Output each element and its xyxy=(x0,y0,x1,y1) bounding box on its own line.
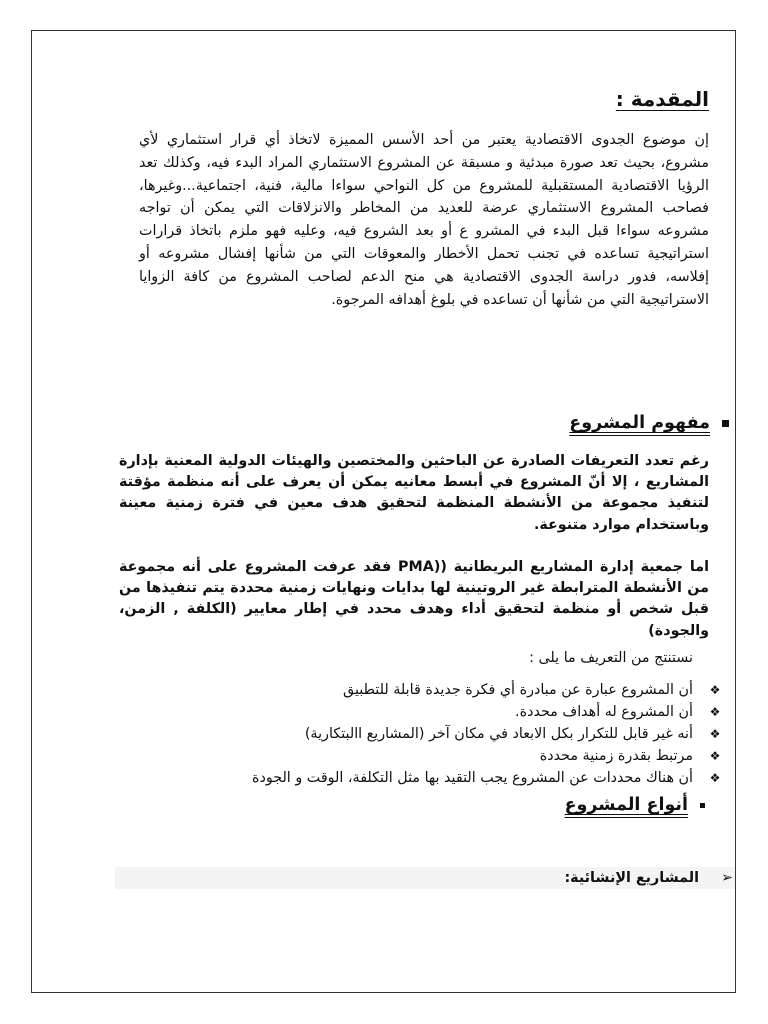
concept-heading xyxy=(569,413,729,433)
arrowhead-bullet-icon: ➢ xyxy=(721,870,733,886)
square-bullet-icon xyxy=(722,420,729,427)
diamond-bullet-icon: ❖ xyxy=(709,683,721,697)
list-item-text: أن هناك محددات عن المشروع يجب التقيد بها مثل التكلفة، الوقت و الجودة xyxy=(251,770,693,786)
list-item-text: أن المشروع له أهداف محددة. xyxy=(515,704,693,720)
intro-paragraph: إن موضوع الجدوى الاقتصادية يعتبر من أحد الأسس المميزة لاتخاذ أي قرار استثماري لأي مشروع، بحيث تعد صورة مبدئية و مسبقة عن المشروع الاستثماري المراد البدء فيه، وكذلك تعد الرؤيا الاقتصادية المستقبلية للمشروع من كل النواحي سواءا مالية، فنية، اجتماعية...وغيرها، فصاحب المشروع الاستثماري عرضة للعديد من المخاطر والانزلاقات التي يمكن أن تواجه مشروعه سواءا قبل البدء في المشرو ع أو بعد الشروع فيه، وعليه فهو ملزم باتخاذ قرارات استراتيجية تساعده في تجنب تحمل الأخطار والمعوقات التي من شأنها إفشال مشروعه أو إفلاسه، فدور دراسة الجدوى الاقتصادية هي منح الدعم لصاحب المشروع من كافة الزوايا الاستراتيجية التي من شأنها أن تساعده في بلوغ أهدافه المرجوة. xyxy=(139,132,709,308)
diamond-bullet-icon: ❖ xyxy=(709,771,721,785)
concept-heading-text: مفهوم المشروع xyxy=(569,413,710,433)
diamond-bullet-icon: ❖ xyxy=(709,705,721,719)
list-item xyxy=(252,767,723,789)
list-item-text: أن المشروع عبارة عن مبادرة أي فكرة جديدة قابلة للتطبيق xyxy=(343,682,693,698)
diamond-bullet-icon: ❖ xyxy=(709,727,721,741)
conclusion-points xyxy=(252,679,723,789)
concept-definition-2: اما جمعية إدارة المشاريع البريطانية ((PMA فقد عرفت المشروع على أنه مجموعة من الأنشطة المترابطة غير الروتينية لها بدايات ونهايات زمنية محددة يتم تنفيذها من قبل شخص أو منظمة لتحقيق أداء وهدف محدد في إطار معايير (الكلفة , الزمن، والجودة) xyxy=(119,559,709,639)
list-item-text: أنه غير قابل للتكرار بكل الابعاد في مكان آخر (المشاريع االبتكارية) xyxy=(304,726,693,742)
conclusion-intro: نستنتج من التعريف ما يلى : xyxy=(529,650,693,666)
list-item xyxy=(252,679,723,701)
list-item-text: مرتبط بقدرة زمنية محددة xyxy=(539,748,693,764)
document-page xyxy=(31,30,736,993)
square-bullet-icon xyxy=(700,803,705,808)
types-heading-text: أنواع المشروع xyxy=(564,795,688,815)
list-item xyxy=(252,723,723,745)
construction-projects-text: المشاريع الإنشائية: xyxy=(564,870,699,886)
intro-title: المقدمة : xyxy=(615,87,709,111)
concept-definition-1: رغم تعدد التعريفات الصادرة عن الباحثين والمختصين والهيئات الدولية المعنية بإدارة المشاريع ، إلا أنّ المشروع في أبسط معانيه يمكن أن يعرف على أنه منظمة مؤقتة لتنفيذ مجموعة من الأنشطة المنظمة لتحقيق هدف معين في فترة زمنية معينة وباستخدام موارد متنوعة. xyxy=(119,453,709,533)
types-heading xyxy=(565,795,705,815)
construction-projects-heading xyxy=(115,867,735,889)
list-item xyxy=(252,701,723,723)
diamond-bullet-icon: ❖ xyxy=(709,749,721,763)
list-item xyxy=(252,745,723,767)
